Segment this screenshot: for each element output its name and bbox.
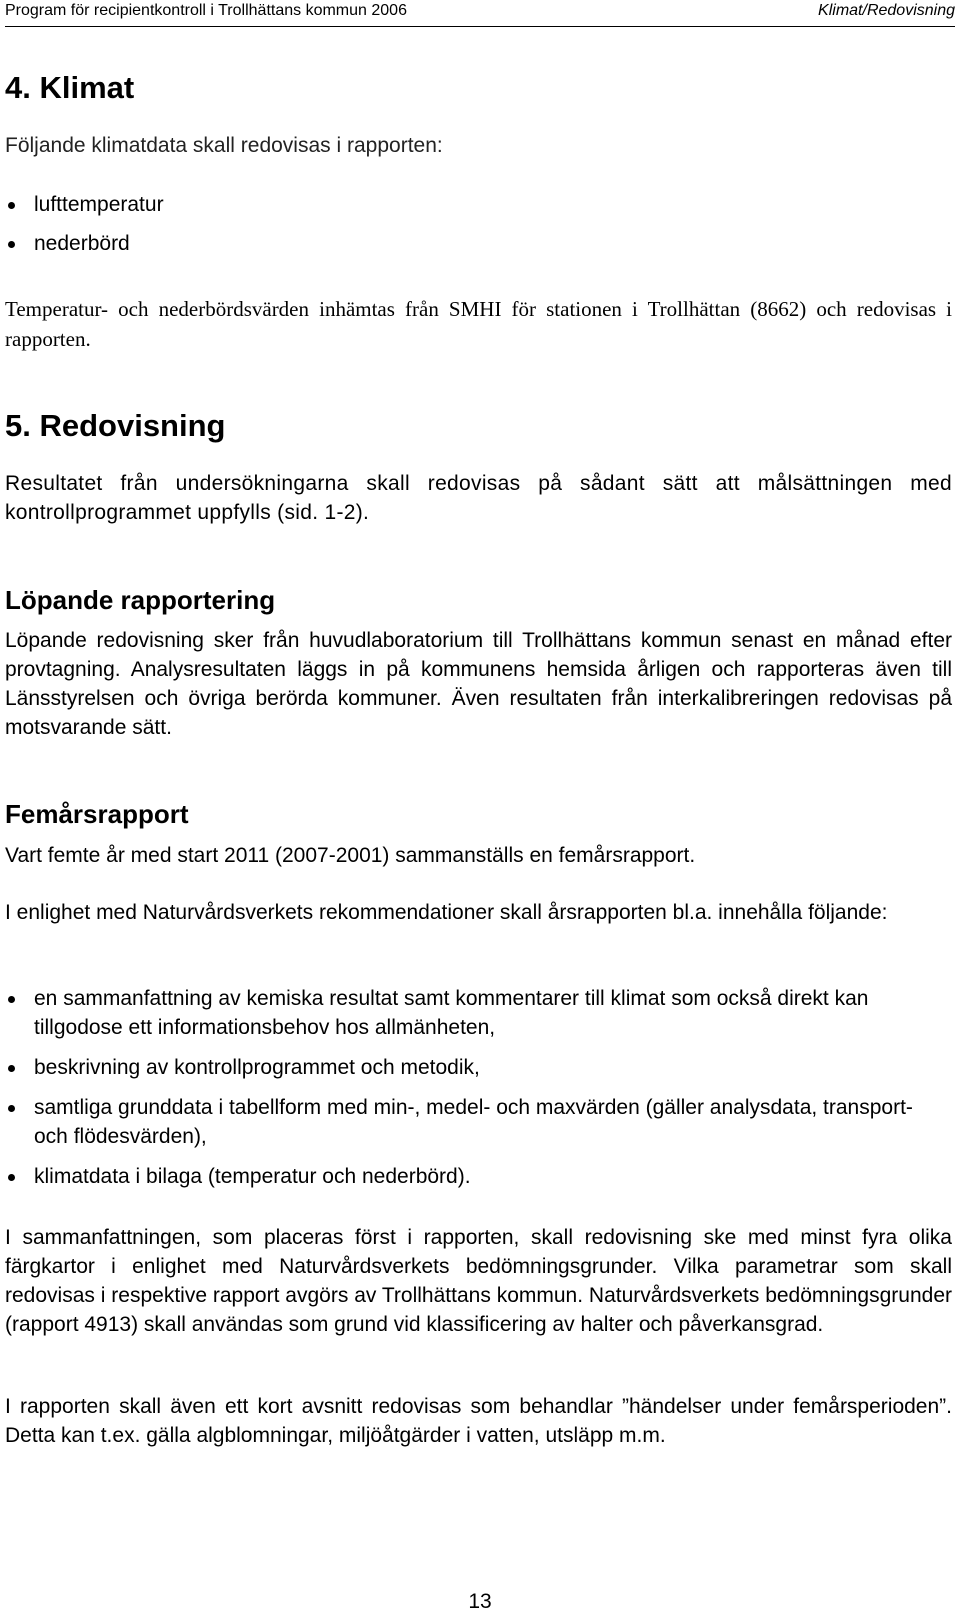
bullet-icon <box>8 241 15 248</box>
bullet-icon <box>8 1065 15 1072</box>
list-item: klimatdata i bilaga (temperatur och nederbörd). <box>5 1162 952 1191</box>
femars-paragraph-4: I rapporten skall även ett kort avsnitt redovisas som behandlar ”händelser under femårsperioden”. Detta kan t.ex. gälla algblomningar, miljöåtgärder i vatten, utsläpp m.m. <box>5 1395 952 1447</box>
page-header <box>5 0 955 27</box>
femars-paragraph-1: Vart femte år med start 2011 (2007-2001) sammanställs en femårsrapport. <box>5 844 696 867</box>
page-number: 13 <box>468 1590 492 1613</box>
header-document-title: Program för recipientkontroll i Trollhättans kommun 2006 <box>5 2 407 19</box>
section-5-paragraph: Resultatet från undersökningarna skall redovisas på sådant sätt att målsättningen med kontrollprogrammet uppfylls (sid. 1-2). <box>5 472 952 524</box>
bullet-icon <box>8 202 15 209</box>
section-4-paragraph: Temperatur- och nederbördsvärden inhämtas från SMHI för stationen i Trollhättan (8662) och redovisas i rapporten. <box>5 297 952 351</box>
climate-data-list <box>5 190 952 258</box>
bullet-icon <box>8 996 15 1003</box>
list-item: nederbörd <box>5 229 952 258</box>
bullet-icon <box>8 1174 15 1181</box>
header-section-title: Klimat/Redovisning <box>818 2 955 19</box>
lopande-paragraph: Löpande redovisning sker från huvudlaboratorium till Trollhättans kommun senast en månad efter provtagning. Analysresultaten läggs in på kommunens hemsida årligen och rapporteras även till Länsstyrelsen och övriga berörda kommuner. Även resultaten från interkalibreringen redovisas på motsvarande sätt. <box>5 629 952 739</box>
section-5-heading: 5. Redovisning <box>5 408 226 443</box>
list-item: beskrivning av kontrollprogrammet och metodik, <box>5 1053 952 1082</box>
report-contents-list <box>5 984 952 1191</box>
femars-heading: Femårsrapport <box>5 799 189 829</box>
list-item: samtliga grunddata i tabellform med min-, medel- och maxvärden (gäller analysdata, transport- och flödesvärden), <box>5 1093 952 1151</box>
list-item: lufttemperatur <box>5 190 952 219</box>
section-4-intro: Följande klimatdata skall redovisas i rapporten: <box>5 134 443 157</box>
bullet-icon <box>8 1105 15 1112</box>
femars-paragraph-3: I sammanfattningen, som placeras först i rapporten, skall redovisning ske med minst fyra olika färgkartor i enlighet med Naturvårdsverkets bedömningsgrunder. Vilka parametrar som skall redovisas i respektive rapport avgörs av Trollhättans kommun. Naturvårdsverkets bedömningsgrunder (rapport 4913) skall användas som grund vid klassificering av halter och påverkansgrad. <box>5 1226 952 1336</box>
femars-paragraph-2: I enlighet med Naturvårdsverkets rekommendationer skall årsrapporten bl.a. innehålla följande: <box>5 901 888 924</box>
section-4-heading: 4. Klimat <box>5 70 135 105</box>
list-item: en sammanfattning av kemiska resultat samt kommentarer till klimat som också direkt kan tillgodose ett informationsbehov hos allmänheten, <box>5 984 952 1042</box>
lopande-heading: Löpande rapportering <box>5 585 276 615</box>
